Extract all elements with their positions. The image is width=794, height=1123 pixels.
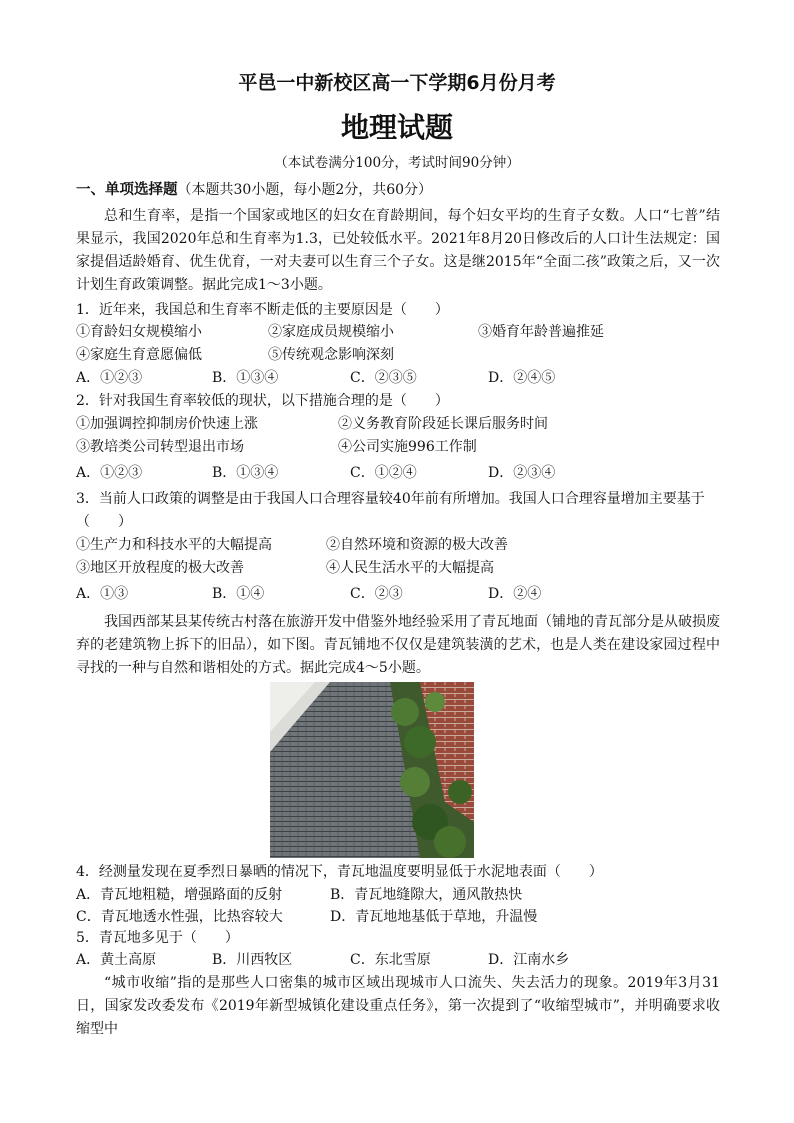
q5-option-a: A．黄土高原 <box>76 952 157 968</box>
q1-item-4: ④家庭生育意愿偏低 <box>76 347 202 363</box>
q5-stem: 5．青瓦地多见于（ ） <box>76 930 239 946</box>
q3-item-4: ④人民生活水平的大幅提高 <box>326 560 494 576</box>
q3-stem-cont: （ ） <box>76 514 132 530</box>
q4-option-b: B．青瓦地缝隙大，通风散热快 <box>330 887 523 903</box>
q2-option-b: B．①③④ <box>212 465 279 481</box>
exam-note: （本试卷满分100分，考试时间90分钟） <box>274 155 520 171</box>
q5-option-b: B．川西牧区 <box>212 952 293 968</box>
q2-item-1: ①加强调控抑制房价快速上涨 <box>76 416 258 432</box>
q3-stem: 3．当前人口政策的调整是由于我国人口合理容量较40年前有所增加。我国人口合理容量增加主要基于 <box>76 491 705 507</box>
q5-option-c: C．东北雪原 <box>350 952 431 968</box>
q1-item-3: ③婚育年龄普遍推延 <box>478 324 604 340</box>
q4-option-d: D．青瓦地地基低于草地，升温慢 <box>330 909 538 925</box>
q1-option-d: D．②④⑤ <box>488 370 556 386</box>
q2-item-3: ③教培类公司转型退出市场 <box>76 439 244 455</box>
subject-title: 地理试题 <box>340 111 453 144</box>
section-heading <box>76 181 432 199</box>
q2-item-4: ④公司实施996工作制 <box>338 439 477 455</box>
passage-3: “城市收缩”指的是那些人口密集的城市区域出现城市人口流失、失去活力的现象。2019年3月31日，国家发改委发布《2019年新型城镇化建设重点任务》，第一次提到了“收缩型城市”，并明确要求收缩型中 <box>76 975 720 1037</box>
q1-option-b: B．①③④ <box>212 370 279 386</box>
section-title: 一、单项选择题 <box>76 182 178 198</box>
q5-option-d: D．江南水乡 <box>488 952 570 968</box>
q3-option-b: B．①④ <box>212 586 265 602</box>
q3-item-2: ②自然环境和资源的极大改善 <box>326 537 508 553</box>
q3-item-1: ①生产力和科技水平的大幅提高 <box>76 537 272 553</box>
q2-option-c: C．①②④ <box>350 465 417 481</box>
q1-item-2: ②家庭成员规模缩小 <box>268 324 394 340</box>
q2-item-2: ②义务教育阶段延长课后服务时间 <box>338 416 548 432</box>
q3-option-a: A．①③ <box>76 586 129 602</box>
q1-option-a: A．①②③ <box>76 370 143 386</box>
q3-option-c: C．②③ <box>350 586 403 602</box>
q1-item-1: ①育龄妇女规模缩小 <box>76 324 202 340</box>
q1-stem: 1．近年来，我国总和生育率不断走低的主要原因是（ ） <box>76 302 449 318</box>
q4-option-c: C．青瓦地透水性强，比热容较大 <box>76 909 283 925</box>
q2-stem: 2．针对我国生育率较低的现状，以下措施合理的是（ ） <box>76 393 449 409</box>
q2-option-d: D．②③④ <box>488 465 556 481</box>
q3-option-d: D．②④ <box>488 586 542 602</box>
q1-item-5: ⑤传统观念影响深刻 <box>268 347 394 363</box>
passage-2: 我国西部某县某传统古村落在旅游开发中借鉴外地经验采用了青瓦地面（铺地的青瓦部分是从破损废弃的老建筑物上拆下的旧品），如下图。青瓦铺地不仅仅是建筑装潢的艺术，也是人类在建设家园过程中寻找的一种与自然和谐相处的方式。据此完成4～5小题。 <box>76 614 720 676</box>
tile-path-photo <box>270 682 474 858</box>
q1-option-c: C．②③⑤ <box>350 370 417 386</box>
q2-option-a: A．①②③ <box>76 465 143 481</box>
q4-option-a: A．青瓦地粗糙，增强路面的反射 <box>76 887 283 903</box>
passage-1: 总和生育率，是指一个国家或地区的妇女在育龄期间，每个妇女平均的生育子女数。人口“七普”结果显示，我国2020年总和生育率为1.3，已处较低水平。2021年8月20日修改后的人口计生法规定：国家提倡适龄婚育、优生优育，一对夫妻可以生育三个子女。这是继2015年“全面二孩”政策之后，又一次计划生育政策调整。据此完成1～3小题。 <box>76 208 720 293</box>
exam-title: 平邑一中新校区高一下学期6月份月考 <box>238 72 556 94</box>
section-desc: （本题共30小题，每小题2分，共60分） <box>177 182 433 198</box>
q4-stem: 4．经测量发现在夏季烈日暴晒的情况下，青瓦地温度要明显低于水泥地表面（ ） <box>76 864 603 880</box>
q3-item-3: ③地区开放程度的极大改善 <box>76 560 244 576</box>
